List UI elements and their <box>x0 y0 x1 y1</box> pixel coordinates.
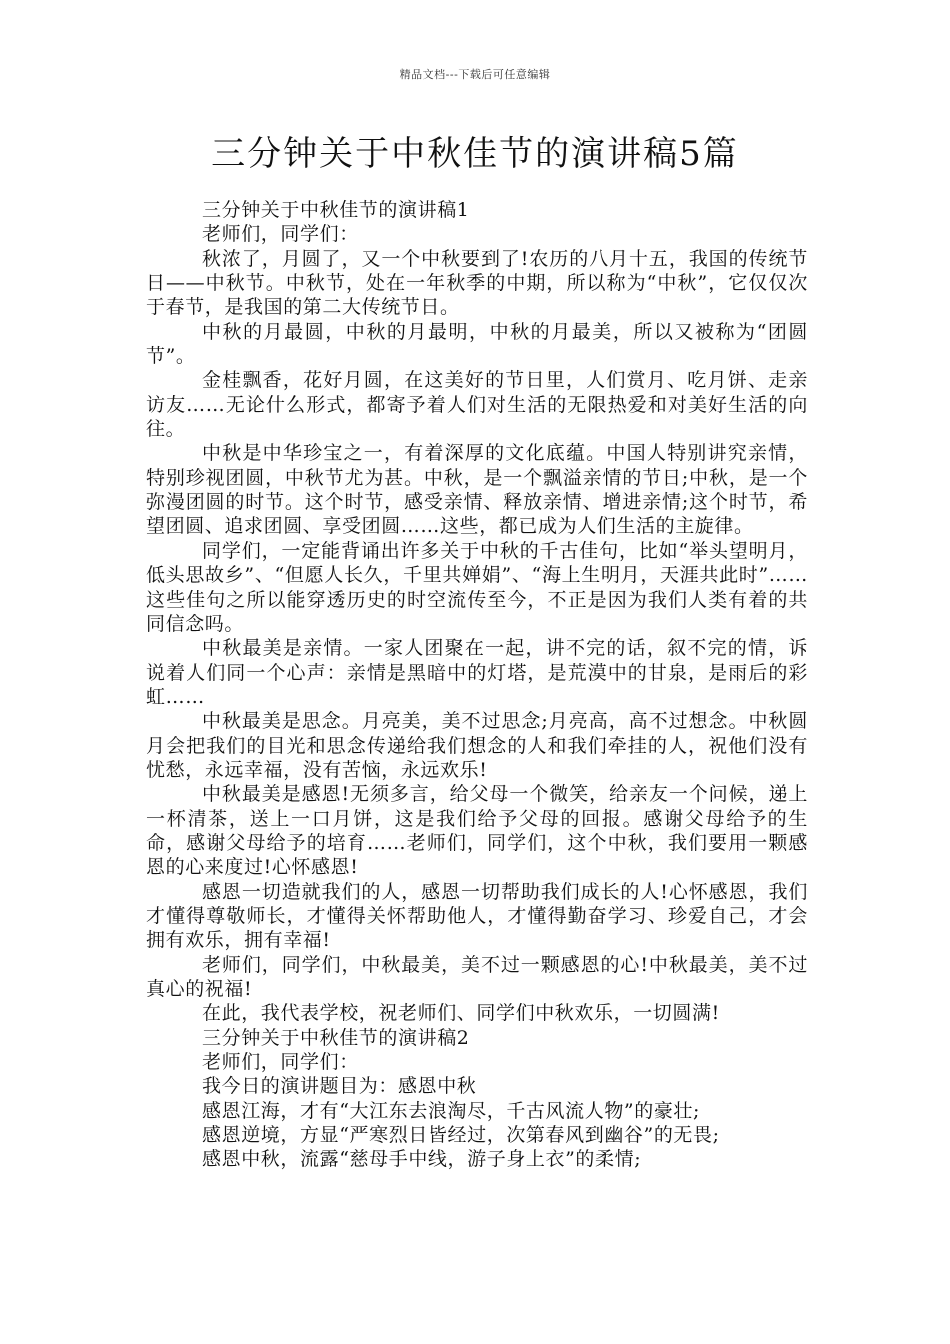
salutation: 老师们，同学们： <box>202 1051 359 1074</box>
body-paragraph: 感恩中秋，流露“慈母手中线，游子身上衣”的柔情; <box>202 1148 642 1171</box>
salutation: 老师们，同学们： <box>202 223 359 246</box>
body-paragraph: 感恩一切造就我们的人，感恩一切帮助我们成长的人!心怀感恩，我们才懂得尊敬师长，才懂得关怀帮助他人，才懂得勤奋学习、珍爱自己，才会拥有欢乐，拥有幸福! <box>146 880 808 952</box>
body-paragraph: 我今日的演讲题目为：感恩中秋 <box>202 1075 477 1098</box>
body-paragraph: 秋浓了，月圆了，又一个中秋要到了!农历的八月十五，我国的传统节日——中秋节。中秋节，处在一年秋季的中期，所以称为“中秋”，它仅仅次于春节，是我国的第二大传统节日。 <box>146 247 808 319</box>
body-paragraph: 同学们，一定能背诵出许多关于中秋的千古佳句，比如“举头望明月，低头思故乡”、“但愿人长久，千里共婵娟”、“海上生明月，天涯共此时”……这些佳句之所以能穿透历史的时空流传至今，不正是因为我们人类有着的共同信念吗。 <box>146 539 808 635</box>
body-paragraph: 在此，我代表学校，祝老师们、同学们中秋欢乐，一切圆满! <box>202 1002 720 1025</box>
body-paragraph: 中秋最美是感恩!无须多言，给父母一个微笑，给亲友一个问候，递上一杯清茶，送上一口月饼，这是我们给予父母的回报。感谢父母给予的生命，感谢父母给予的培育……老师们，同学们，这个中秋，我们要用一颗感恩的心来度过!心怀感恩! <box>146 783 808 879</box>
body-paragraph: 中秋最美是亲情。一家人团聚在一起，讲不完的话，叙不完的情，诉说着人们同一个心声：亲情是黑暗中的灯塔，是荒漠中的甘泉，是雨后的彩虹…… <box>146 637 808 708</box>
body-paragraph: 中秋是中华珍宝之一，有着深厚的文化底蕴。中国人特别讲究亲情，特别珍视团圆，中秋节尤为甚。中秋，是一个飘溢亲情的节日;中秋，是一个弥漫团圆的时节。这个时节，感受亲情、释放亲情、增进亲情;这个时节，希望团圆、追求团圆、享受团圆……这些，都已成为人们生活的主旋律。 <box>146 442 808 538</box>
body-paragraph: 老师们，同学们，中秋最美，美不过一颗感恩的心!中秋最美，美不过真心的祝福! <box>146 953 808 1000</box>
document-body <box>146 198 808 1172</box>
document-title: 三分钟关于中秋佳节的演讲稿5篇 <box>211 134 739 174</box>
speech-heading-1: 三分钟关于中秋佳节的演讲稿1 <box>202 199 470 221</box>
header-note: 精品文档---下载后可任意编辑 <box>399 68 551 81</box>
speech-heading-2: 三分钟关于中秋佳节的演讲稿2 <box>202 1026 470 1049</box>
body-paragraph: 金桂飘香，花好月圆，在这美好的节日里，人们赏月、吃月饼、走亲访友……无论什么形式，都寄予着人们对生活的无限热爱和对美好生活的向往。 <box>146 369 808 441</box>
body-paragraph: 中秋最美是思念。月亮美，美不过思念;月亮高，高不过想念。中秋圆月会把我们的目光和思念传递给我们想念的人和我们牵挂的人，祝他们没有忧愁，永远幸福，没有苦恼，永远欢乐! <box>146 710 808 781</box>
body-paragraph: 中秋的月最圆，中秋的月最明，中秋的月最美，所以又被称为“团圆节”。 <box>146 320 808 368</box>
body-paragraph: 感恩逆境，方显“严寒烈日皆经过，次第春风到幽谷”的无畏; <box>202 1124 720 1147</box>
body-paragraph: 感恩江海，才有“大江东去浪淘尽，千古风流人物”的豪壮; <box>202 1099 701 1122</box>
